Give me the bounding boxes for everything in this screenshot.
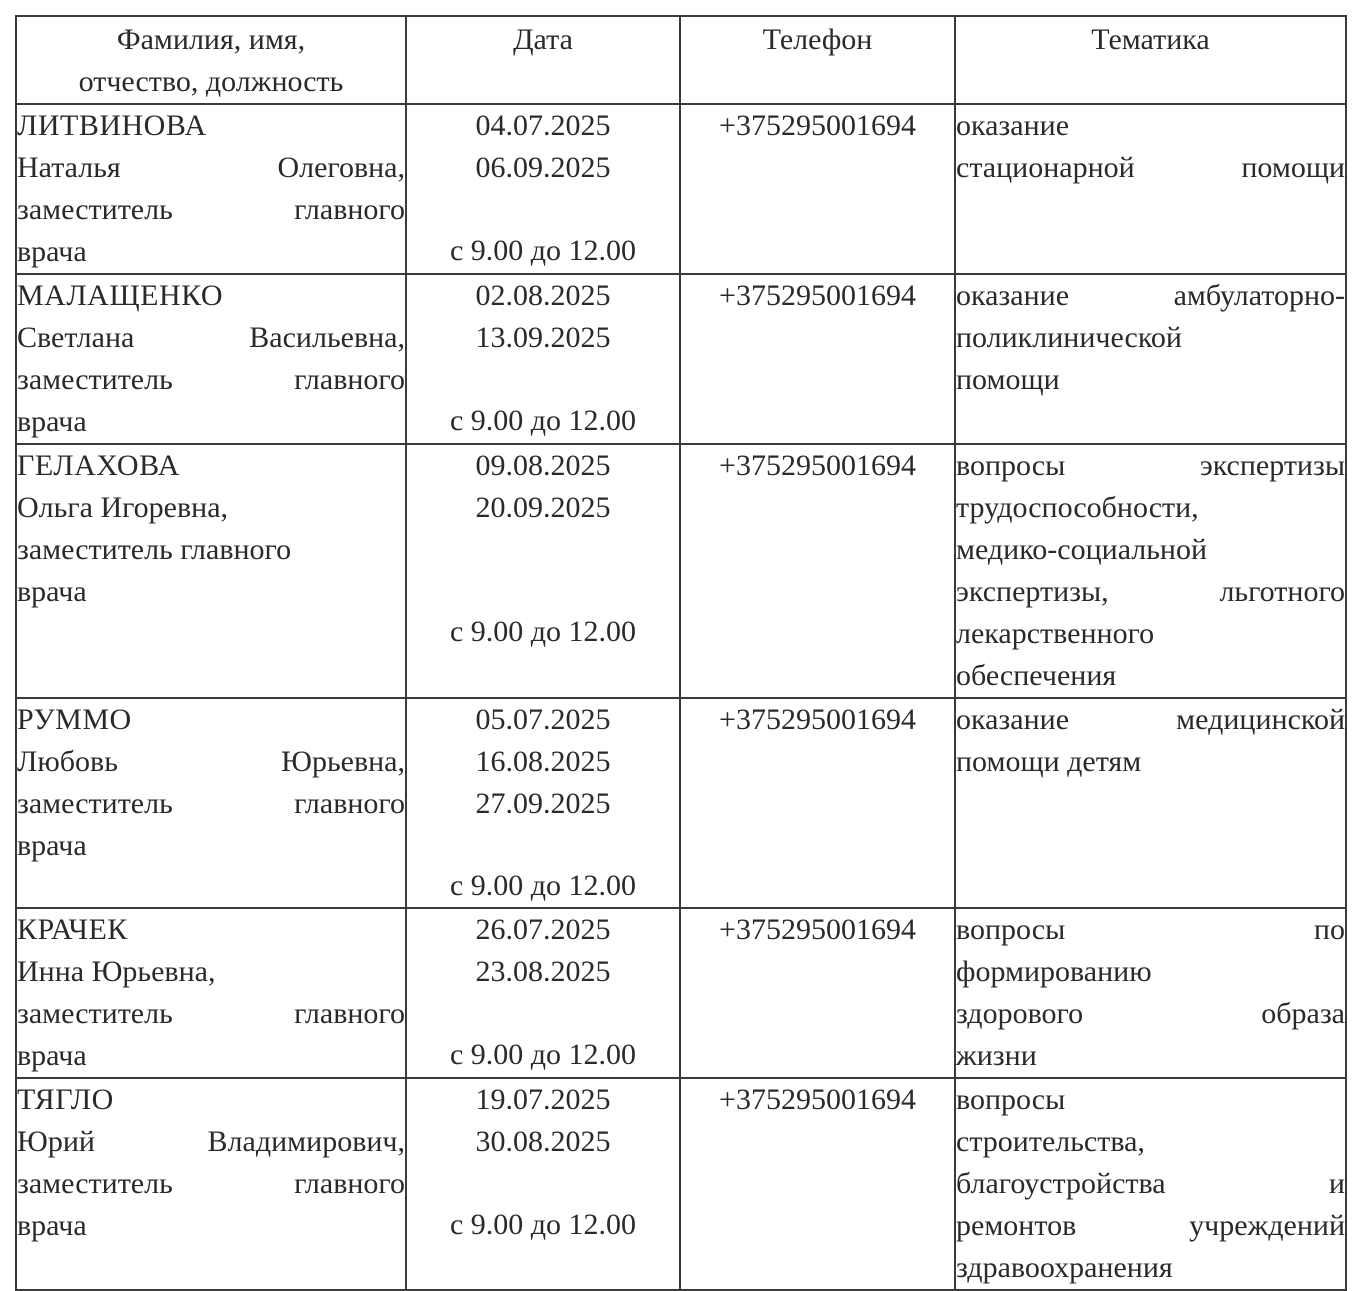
reception-date: 13.09.2025 [475,321,611,354]
topic-line: помощи детям [956,745,1142,778]
topic-line: помощи [956,363,1060,396]
topic-line: оказание [956,109,1070,142]
official-position: врача [17,405,87,438]
official-position: врача [17,575,87,608]
date-cell [406,274,680,444]
official-name-cell [16,908,406,1078]
official-position: заместитель главного [17,787,405,820]
date-cell [406,698,680,908]
header-name-line: отчество, должность [78,65,344,98]
official-name-cell [16,104,406,274]
reception-time: с 9.00 до 12.00 [449,615,637,648]
topic-cell [955,908,1346,1078]
official-position: врача [17,235,87,268]
topic-line: ремонтов учреждений [956,1209,1345,1242]
topic-line: вопросы по [956,913,1345,946]
reception-date: 06.09.2025 [475,151,611,184]
topic-line: лекарственного [956,617,1155,650]
reception-date: 27.09.2025 [475,787,611,820]
topic-line: медико-социальной [956,533,1208,566]
official-name-cell [16,444,406,698]
phone-cell [680,908,955,1078]
topic-line: поликлинической [956,321,1182,354]
official-surname: КРАЧЕК [17,913,128,946]
reception-date: 02.08.2025 [475,279,611,312]
reception-date: 23.08.2025 [475,955,611,988]
official-name-cell [16,274,406,444]
official-surname: МАЛАЩЕНКО [17,279,224,312]
table-row [16,274,1346,444]
table-row [16,444,1346,698]
phone-number: +375295001694 [719,109,916,142]
table-row [16,104,1346,274]
reception-time: с 9.00 до 12.00 [449,869,637,902]
topic-line: экспертизы, льготного [956,575,1345,608]
official-surname: ГЕЛАХОВА [17,449,180,482]
official-name-cell [16,1078,406,1290]
topic-line: стационарной помощи [956,151,1345,184]
reception-time: с 9.00 до 12.00 [449,404,637,437]
date-cell [406,908,680,1078]
topic-line: оказание медицинской [956,703,1345,736]
phone-cell [680,444,955,698]
phone-number: +375295001694 [719,703,916,736]
topic-line: трудоспособности, [956,491,1199,524]
header-topic: Тематика [955,16,1346,104]
topic-line: оказание амбулаторно- [956,279,1345,312]
reception-time: с 9.00 до 12.00 [449,1208,637,1241]
table-row [16,908,1346,1078]
topic-line: здравоохранения [956,1251,1173,1284]
reception-date: 30.08.2025 [475,1125,611,1158]
header-phone: Телефон [680,16,955,104]
phone-cell [680,698,955,908]
topic-line: обеспечения [956,659,1117,692]
official-position: врача [17,1039,87,1072]
official-position: заместитель главного [17,363,405,396]
topic-line: формированию [956,955,1152,988]
header-name [16,16,406,104]
header-date: Дата [406,16,680,104]
topic-line: благоустройства и [956,1167,1345,1200]
phone-cell [680,1078,955,1290]
reception-time: с 9.00 до 12.00 [449,234,637,267]
topic-cell [955,104,1346,274]
phone-cell [680,104,955,274]
reception-date: 05.07.2025 [475,703,611,736]
reception-date: 20.09.2025 [475,491,611,524]
topic-cell [955,274,1346,444]
topic-line: здорового образа [956,997,1345,1030]
official-position: заместитель главного [17,193,405,226]
phone-number: +375295001694 [719,279,916,312]
topic-cell [955,1078,1346,1290]
reception-date: 19.07.2025 [475,1083,611,1116]
table-row [16,698,1346,908]
reception-date: 04.07.2025 [475,109,611,142]
official-surname: РУММО [17,703,132,736]
official-position: врача [17,1209,87,1242]
date-cell [406,444,680,698]
official-position: заместитель главного [17,1167,405,1200]
header-name-line: Фамилия, имя, [116,23,306,56]
table-row [16,1078,1346,1290]
reception-schedule-table [15,15,1347,1291]
reception-date: 26.07.2025 [475,913,611,946]
reception-date: 09.08.2025 [475,449,611,482]
phone-number: +375295001694 [719,913,916,946]
topic-line: жизни [956,1039,1037,1072]
reception-date: 16.08.2025 [475,745,611,778]
official-surname: ЛИТВИНОВА [17,109,207,142]
topic-line: вопросы экспертизы [956,449,1345,482]
topic-cell [955,444,1346,698]
official-name: Юрий Владимирович, [17,1125,405,1158]
table-header-row [16,16,1346,104]
date-cell [406,104,680,274]
official-name: Наталья Олеговна, [17,151,405,184]
official-surname: ТЯГЛО [17,1083,114,1116]
official-name: Светлана Васильевна, [17,321,405,354]
topic-cell [955,698,1346,908]
official-position: заместитель главного [17,533,292,566]
topic-line: вопросы [956,1083,1066,1116]
official-position: заместитель главного [17,997,405,1030]
official-position: врача [17,829,87,862]
phone-cell [680,274,955,444]
official-name: Любовь Юрьевна, [17,745,405,778]
phone-number: +375295001694 [719,1083,916,1116]
official-name: Ольга Игоревна, [17,491,229,524]
official-name-cell [16,698,406,908]
date-cell [406,1078,680,1290]
official-name: Инна Юрьевна, [17,955,216,988]
reception-time: с 9.00 до 12.00 [449,1038,637,1071]
phone-number: +375295001694 [719,449,916,482]
topic-line: строительства, [956,1125,1145,1158]
